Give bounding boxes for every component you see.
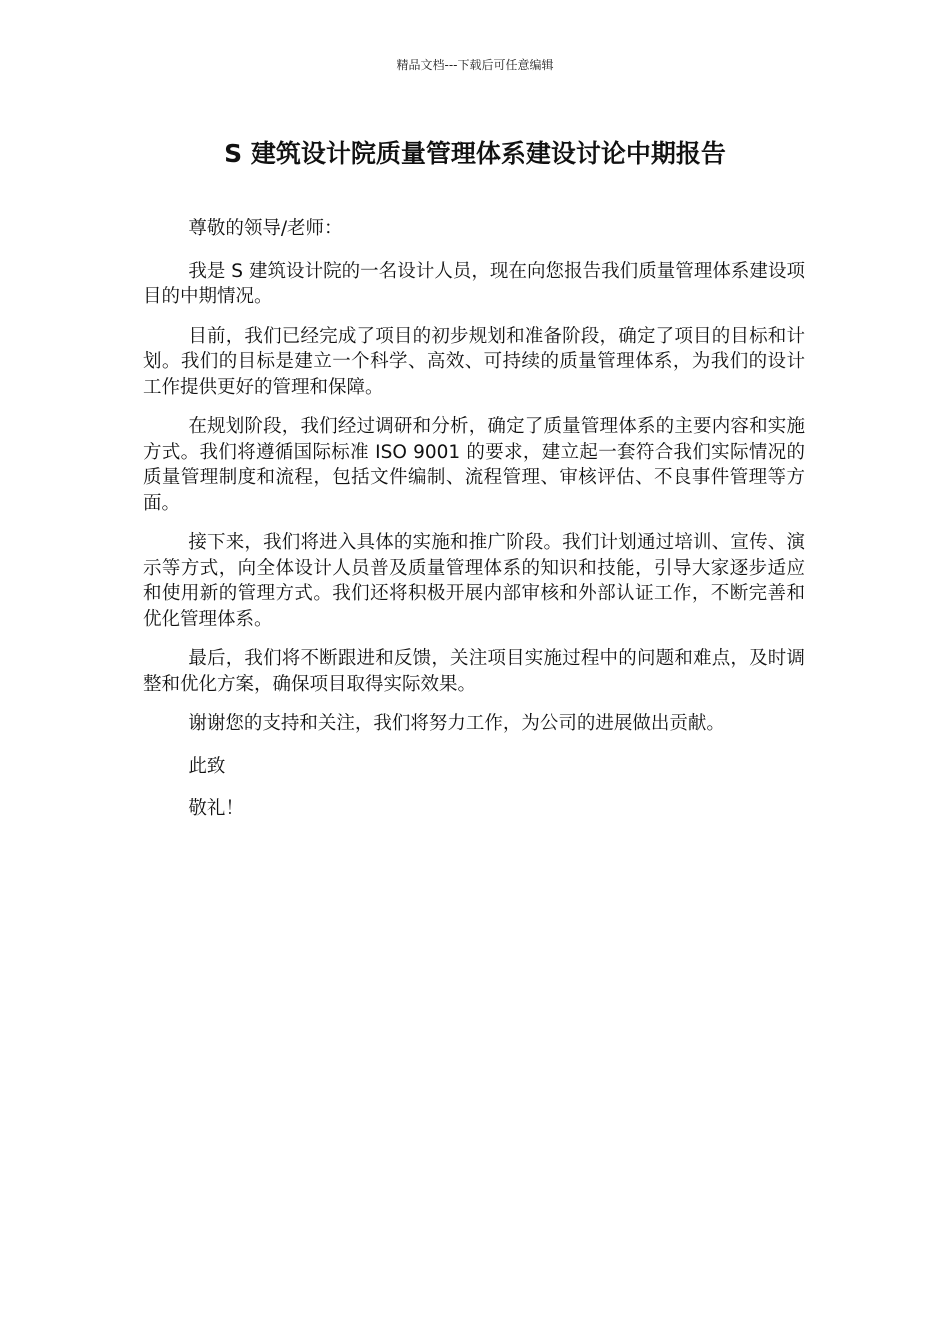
paragraph-intro: 我是 S 建筑设计院的一名设计人员，现在向您报告我们质量管理体系建设项目的中期情况。 (143, 260, 805, 307)
paragraph-thanks: 谢谢您的支持和关注，我们将努力工作，为公司的进展做出贡献。 (188, 713, 725, 734)
paragraph-planning: 在规划阶段，我们经过调研和分析，确定了质量管理体系的主要内容和实施方式。我们将遵循国际标准 ISO 9001 的要求，建立起一套符合我们实际情况的质量管理制度和流程，包括文件编制、流程管理、审核评估、不良事件管理等方面。 (143, 416, 805, 514)
paragraph-followup: 最后，我们将不断跟进和反馈，关注项目实施过程中的问题和难点，及时调整和优化方案，确保项目取得实际效果。 (143, 648, 805, 695)
document-title: S 建筑设计院质量管理体系建设讨论中期报告 (224, 139, 726, 168)
page-header-note: 精品文档---下载后可任意编辑 (396, 58, 554, 72)
closing-line-1: 此致 (188, 755, 226, 777)
salutation: 尊敬的领导/老师： (188, 218, 343, 239)
closing-line-2: 敬礼！ (188, 798, 244, 819)
document-body (143, 216, 805, 839)
paragraph-implementation: 接下来，我们将进入具体的实施和推广阶段。我们计划通过培训、宣传、演示等方式，向全体设计人员普及质量管理体系的知识和技能，引导大家逐步适应和使用新的管理方式。我们还将积极开展内部审核和外部认证工作，不断完善和优化管理体系。 (143, 532, 805, 630)
paragraph-progress: 目前，我们已经完成了项目的初步规划和准备阶段，确定了项目的目标和计划。我们的目标是建立一个科学、高效、可持续的质量管理体系，为我们的设计工作提供更好的管理和保障。 (143, 325, 805, 398)
